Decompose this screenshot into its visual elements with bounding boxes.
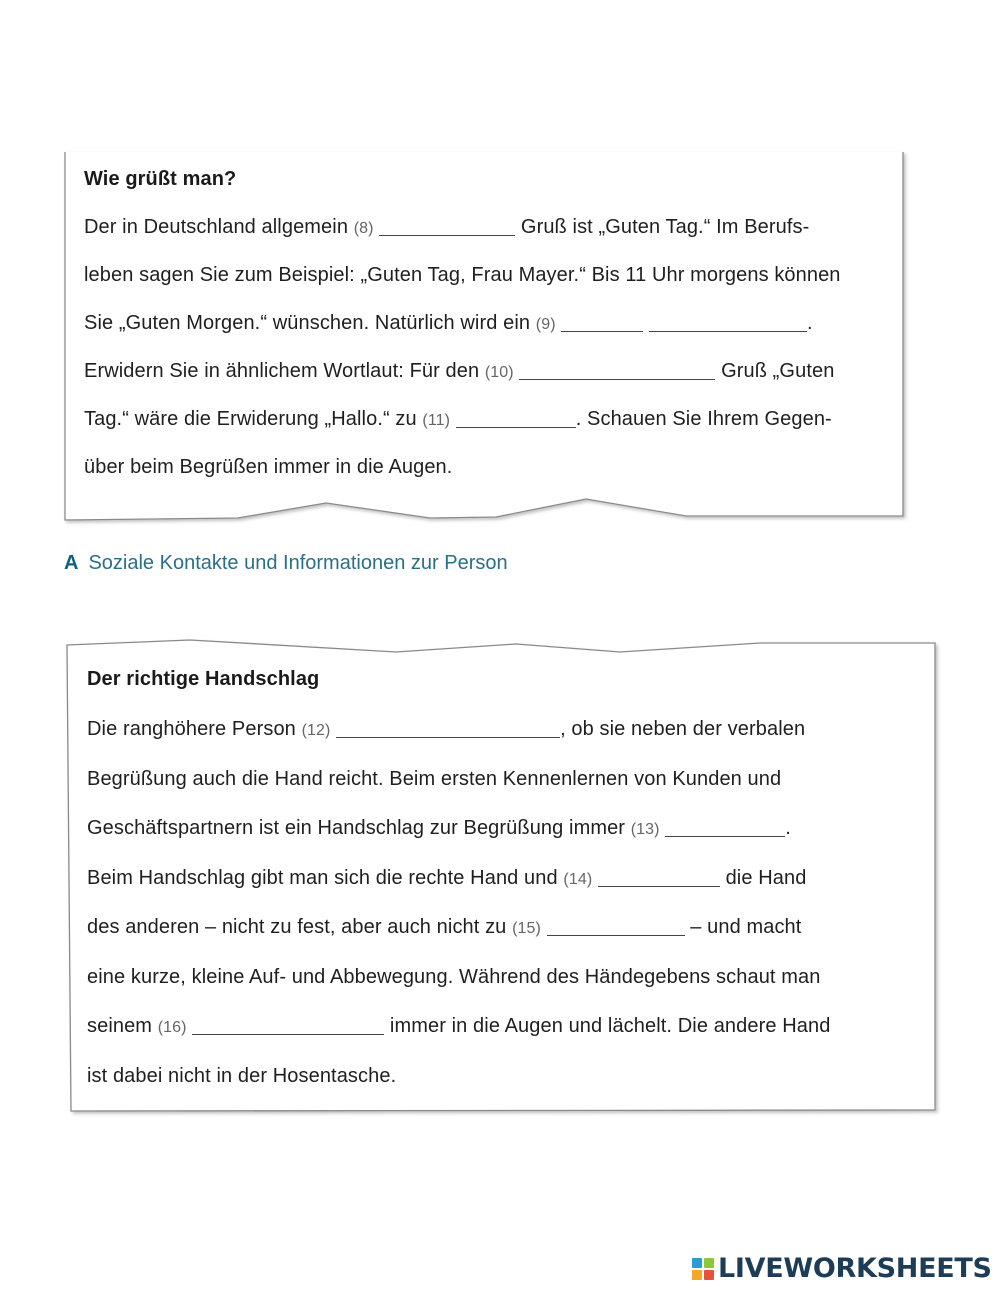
card1-line-6: über beim Begrüßen immer in die Augen. — [84, 456, 453, 478]
text: Die ranghöhere Person — [87, 718, 302, 740]
card1-line-3 — [84, 312, 813, 335]
card2-line-2: Begrüßung auch die Hand reicht. Beim ersten Kennenlernen von Kunden und — [87, 768, 782, 790]
section-letter: A — [64, 552, 79, 574]
gap-number-11: (11) — [422, 412, 451, 429]
gap-number-14: (14) — [563, 871, 593, 888]
card2-line-4 — [87, 867, 806, 890]
text: Erwidern Sie in ähnlichem Wortlaut: Für den — [84, 360, 485, 382]
answer-field-16[interactable] — [192, 1016, 384, 1035]
card1-title: Wie grüßt man? — [84, 168, 237, 190]
card1-line-4 — [84, 360, 834, 383]
card1-line-1 — [84, 216, 809, 239]
gap-number-12: (12) — [301, 722, 331, 739]
card2-line-8: ist dabei nicht in der Hosentasche. — [87, 1065, 397, 1087]
card1-line-2: leben sagen Sie zum Beispiel: „Guten Tag, Frau Mayer.“ Bis 11 Uhr morgens können — [84, 264, 841, 286]
answer-field-11[interactable] — [456, 409, 576, 428]
gap-number-10: (10) — [484, 364, 514, 381]
text: immer in die Augen und lächelt. Die andere Hand — [384, 1015, 831, 1037]
gap-number-8: (8) — [353, 220, 374, 237]
section-title: Soziale Kontakte und Informationen zur Person — [88, 552, 508, 574]
text: . — [785, 817, 791, 839]
text: die Hand — [719, 867, 807, 889]
card2-line-5 — [87, 916, 801, 939]
answer-field-14[interactable] — [598, 868, 720, 887]
card1-line-5 — [84, 408, 832, 431]
gap-number-16: (16) — [157, 1019, 187, 1036]
card2-line-1 — [87, 718, 805, 741]
answer-field-13[interactable] — [665, 818, 785, 837]
text: Gruß ist „Guten Tag.“ Im Berufs- — [515, 216, 810, 238]
answer-field-9b[interactable] — [649, 313, 807, 332]
text: Beim Handschlag gibt man sich die rechte Hand und — [87, 867, 564, 889]
text: Der in Deutschland allgemein — [84, 216, 354, 238]
text: Tag.“ wäre die Erwiderung „Hallo.“ zu — [84, 408, 423, 430]
text: . Schauen Sie Ihrem Gegen- — [575, 408, 832, 430]
text: . — [806, 312, 813, 334]
text: , ob sie neben der verbalen — [560, 718, 806, 740]
text: Gruß „Guten — [715, 360, 835, 382]
liveworksheets-logo — [692, 1253, 992, 1284]
text: seinem — [87, 1015, 158, 1037]
text: des anderen – nicht zu fest, aber auch nicht zu — [87, 916, 513, 938]
answer-field-12[interactable] — [336, 719, 560, 738]
gap-number-9: (9) — [535, 316, 556, 333]
text: Geschäftspartnern ist ein Handschlag zur Begrüßung immer — [87, 817, 631, 839]
answer-field-8[interactable] — [379, 217, 515, 236]
logo-text: LIVEWORKSHEETS — [718, 1253, 992, 1284]
card2-title: Der richtige Handschlag — [87, 668, 320, 690]
answer-field-9a[interactable] — [561, 313, 643, 332]
text: Sie „Guten Morgen.“ wünschen. Natürlich wird ein — [84, 312, 536, 334]
answer-field-15[interactable] — [547, 917, 685, 936]
card2-line-7 — [87, 1015, 830, 1038]
card2-line-3 — [87, 817, 791, 840]
gap-number-13: (13) — [630, 821, 660, 838]
logo-mark-icon — [692, 1258, 714, 1280]
text: – und macht — [684, 916, 802, 938]
card2-line-6: eine kurze, kleine Auf- und Abbewegung. Während des Händegebens schaut man — [87, 966, 821, 988]
gap-number-15: (15) — [512, 920, 541, 937]
section-heading — [64, 552, 508, 575]
answer-field-10[interactable] — [519, 361, 715, 380]
